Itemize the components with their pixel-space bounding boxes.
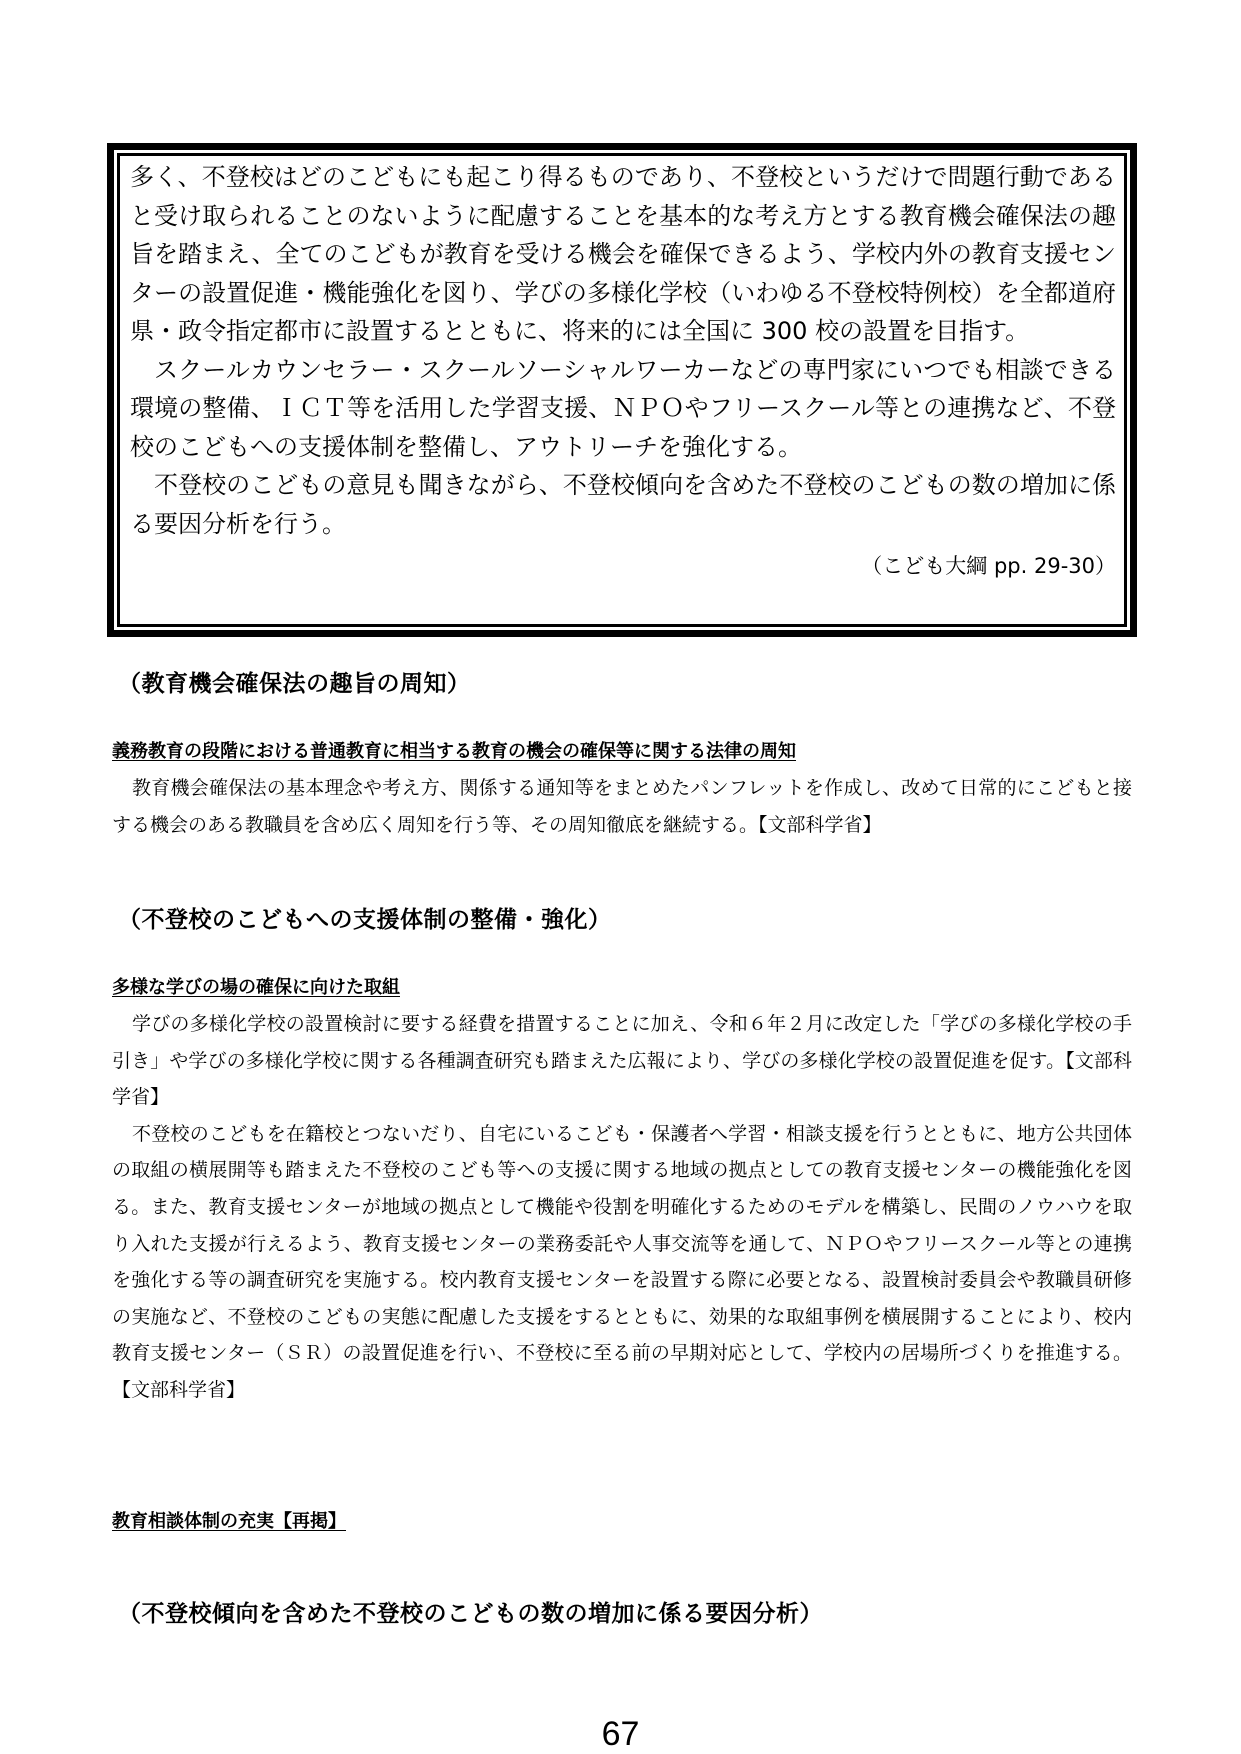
section-3 <box>112 1598 1132 1630</box>
quote-paragraph-3: 不登校のこどもの意見も聞きながら、不登校傾向を含めた不登校のこどもの数の増加に係る要因分析を行う。 <box>130 471 1116 538</box>
quote-source: （こども大綱 pp. 29-30） <box>861 554 1116 578</box>
quote-paragraph-2: スクールカウンセラー・スクールソーシャルワーカーなどの専門家にいつでも相談できる環境の整備、ＩＣＴ等を活用した学習支援、ＮＰＯやフリースクール等との連携など、不登校のこどもへの支援体制を整備し、アウトリーチを強化する。 <box>130 355 1116 461</box>
item-title: 義務教育の段階における普通教育に相当する教育の機会の確保等に関する法律の周知 <box>112 741 796 762</box>
quote-box-content <box>130 158 1116 585</box>
item-paragraph: 教育機会確保法の基本理念や考え方、関係する通知等をまとめたパンフレットを作成し、改めて日常的にこどもと接する機会のある教職員を含め広く周知を行う等、その周知徹底を継続する。【文部科学省】 <box>112 777 1132 836</box>
section-1 <box>112 668 1132 700</box>
section-heading: （不登校傾向を含めた不登校のこどもの数の増加に係る要因分析） <box>118 1601 823 1627</box>
item-paragraph: 不登校のこどもを在籍校とつないだり、自宅にいるこども・保護者へ学習・相談支援を行うとともに、地方公共団体の取組の横展開等も踏まえた不登校のこども等への支援に関する地域の拠点としての教育支援センターの機能強化を図る。また、教育支援センターが地域の拠点として機能や役割を明確化するためのモデルを構築し、民間のノウハウを取り入れた支援が行えるよう、教育支援センターの業務委託や人事交流等を通して、ＮＰＯやフリースクール等との連携を強化する等の調査研究を実施する。校内教育支援センターを設置する際に必要となる、設置検討委員会や教職員研修の実施など、不登校のこどもの実態に配慮した支援をするとともに、効果的な取組事例を横展開することにより、校内教育支援センター（ＳＲ）の設置促進を行い、不登校に至る前の早期対応として、学校内の居場所づくりを推進する。【文部科学省】 <box>112 1122 1132 1401</box>
page-number: 67 <box>601 1715 640 1753</box>
section-2-item-2 <box>112 1508 1132 1536</box>
section-2 <box>112 904 1132 936</box>
section-1-item-1 <box>112 738 1132 843</box>
section-heading: （教育機会確保法の趣旨の周知） <box>118 671 471 697</box>
item-paragraph: 学びの多様化学校の設置検討に要する経費を措置することに加え、令和６年２月に改定した「学びの多様化学校の手引き」や学びの多様化学校に関する各種調査研究も踏まえた広報により、学びの多様化学校の設置促進を促す。【文部科学省】 <box>112 1013 1132 1109</box>
quote-box <box>112 148 1132 632</box>
item-title: 多様な学びの場の確保に向けた取組 <box>112 977 400 998</box>
quote-paragraph-1: 多く、不登校はどのこどもにも起こり得るものであり、不登校というだけで問題行動であると受け取られることのないように配慮することを基本的な考え方とする教育機会確保法の趣旨を踏まえ、全てのこどもが教育を受ける機会を確保できるよう、学校内外の教育支援センターの設置促進・機能強化を図り、学びの多様化学校（いわゆる不登校特例校）を全都道府県・政令指定都市に設置するとともに、将来的には全国に 300 校の設置を目指す。 <box>130 163 1116 345</box>
section-2-item-1 <box>112 974 1132 1409</box>
section-heading: （不登校のこどもへの支援体制の整備・強化） <box>118 907 612 933</box>
item-title: 教育相談体制の充実【再掲】 <box>112 1511 346 1532</box>
